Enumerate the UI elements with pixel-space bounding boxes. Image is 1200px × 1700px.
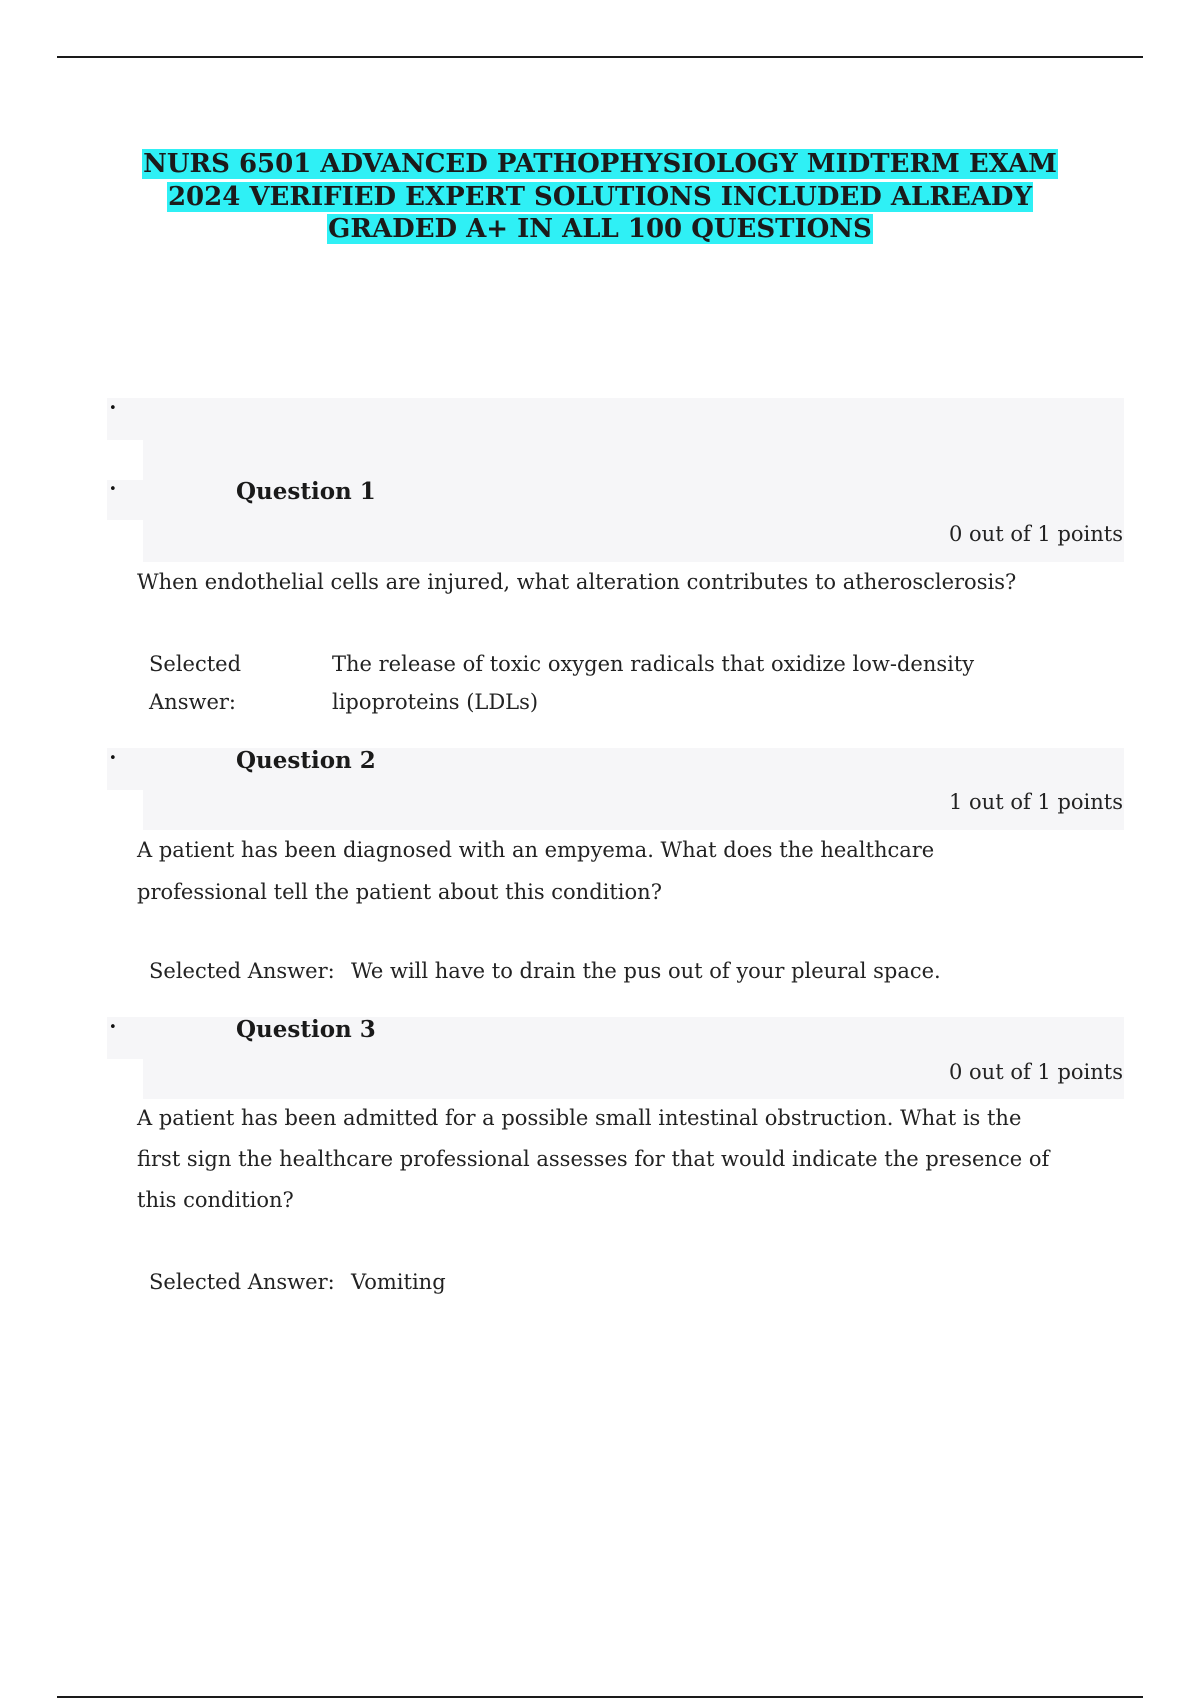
question-3-text-line-3: this condition? [137,1188,294,1212]
question-3-text-line-1: A patient has been admitted for a possible small intestinal obstruction. What is the [137,1106,1022,1130]
question-1-points: 0 out of 1 points [949,522,1123,546]
question-1-selected-label [149,645,241,721]
title-line-1: NURS 6501 ADVANCED PATHOPHYSIOLOGY MIDTERM EXAM [143,149,1057,179]
question-1-title: Question 1 [236,478,376,505]
selected-answer-line-2: lipoproteins (LDLs) [332,690,539,714]
question-2-text [137,829,1057,913]
question-3-selected-label: Selected Answer: [149,1270,335,1294]
question-2-text-line-2: professional tell the patient about this condition? [137,880,662,904]
question-2-selected-answer: We will have to drain the pus out of your pleural space. [351,959,941,983]
question-3-title: Question 3 [236,1016,376,1043]
question-3-selected-answer: Vomiting [351,1270,446,1294]
selected-answer-line-1: The release of toxic oxygen radicals that oxidize low-density [332,652,975,676]
bullet-question-3: • [109,1020,117,1035]
question-2-title: Question 2 [236,747,376,774]
title-line-2: 2024 VERIFIED EXPERT SOLUTIONS INCLUDED ALREADY [167,181,1033,212]
selected-label-line-2: Answer: [149,690,236,714]
question-1-text: When endothelial cells are injured, what alteration contributes to atherosclerosis? [137,570,1017,594]
top-rule [57,56,1143,58]
title-line-3: GRADED A+ IN ALL 100 QUESTIONS [328,214,872,244]
bullet-empty: • [109,401,117,416]
question-2-selected-label: Selected Answer: [149,959,335,983]
question-3-points: 0 out of 1 points [949,1060,1123,1084]
question-3-text-line-2: first sign the healthcare professional assesses for that would indicate the presence of [137,1147,1050,1171]
bullet-question-2: • [109,751,117,766]
question-2-points: 1 out of 1 points [949,790,1123,814]
bottom-rule [57,1696,1143,1698]
document-title [60,148,1140,246]
question-1-selected-answer [332,645,974,721]
question-2-text-line-1: A patient has been diagnosed with an empyema. What does the healthcare [137,838,935,862]
selected-label-line-1: Selected [149,652,242,676]
question-3-text [137,1098,1057,1221]
bullet-question-1: • [109,482,117,497]
